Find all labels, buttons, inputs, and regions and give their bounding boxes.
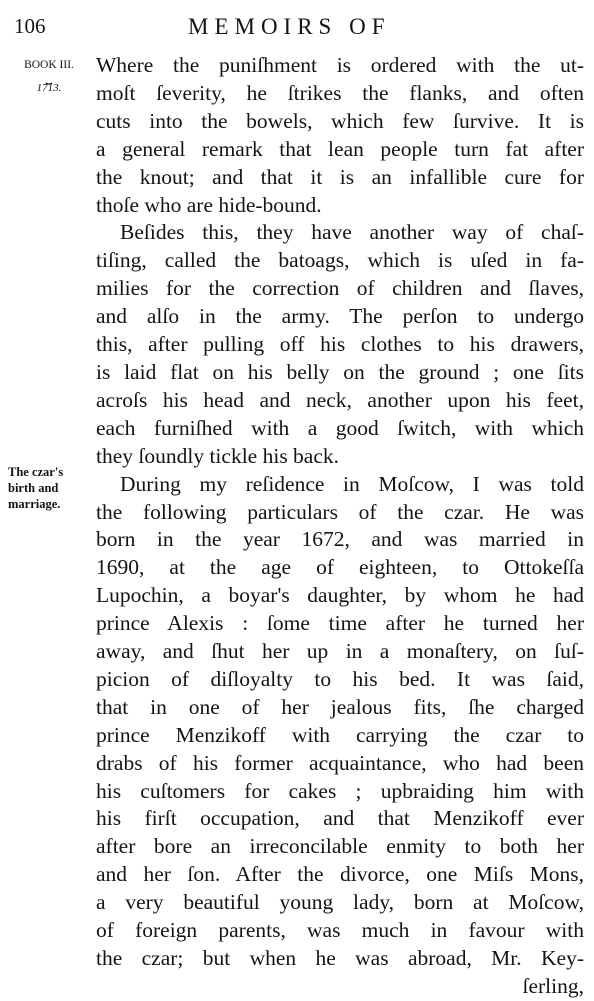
text-line: the knout; and that it is an infallible cure for	[96, 164, 584, 189]
text-line: away, and ſhut her up in a monaſtery, on ſuſ-	[96, 639, 584, 664]
text-line: prince Menzikoff with carrying the czar to	[96, 722, 584, 747]
text-line: they ſoundly tickle his back.	[96, 443, 340, 468]
text-line: of foreign parents, was much in favour with	[96, 918, 584, 943]
czar-note-line: marriage.	[8, 497, 61, 511]
text-line: is laid flat on his belly on the ground ; one ſits	[96, 359, 584, 384]
running-title: MEMOIRS OF	[188, 14, 391, 39]
text-line: acroſs his head and neck, another upon his feet,	[96, 387, 584, 412]
text-line: the czar; but when he was abroad, Mr. Key-	[96, 946, 584, 970]
czar-note-line: The czar's	[8, 465, 64, 479]
text-line: and alſo in the army. The perſon to undergo	[96, 304, 584, 329]
czar-margin-note	[8, 464, 94, 512]
text-line: the following particulars of the czar. He was	[96, 499, 584, 524]
text-line: 1690, at the age of eighteen, to Ottokeſſa	[96, 555, 584, 580]
text-line: During my reſidence in Moſcow, I was told	[120, 471, 584, 496]
text-line: born in the year 1672, and was married in	[96, 527, 584, 552]
text-line: cuts into the bowels, which few ſurvive. It is	[96, 108, 584, 133]
text-line: his firſt occupation, and that Menzikoff ever	[96, 806, 584, 831]
text-line: a very beautiful young lady, born at Moſcow,	[96, 890, 584, 915]
czar-note-line: birth and	[8, 481, 59, 495]
text-line: tiſing, called the batoags, which is uſed in fa-	[96, 248, 584, 273]
text-line: his cuſtomers for cakes ; upbraiding him with	[96, 778, 584, 803]
book-margin-note	[8, 58, 90, 96]
text-line: each furniſhed with a good ſwitch, with which	[96, 415, 584, 440]
text-line: after bore an irreconcilable enmity to both her	[96, 834, 584, 859]
page-header	[14, 14, 594, 44]
book-label: BOOK III.	[24, 59, 74, 71]
text-line: moſt ſeverity, he ſtrikes the flanks, and often	[96, 80, 584, 105]
text-line: Beſides this, they have another way of chaſ-	[120, 220, 584, 245]
text-line: this, after pulling off his clothes to his drawers,	[96, 332, 584, 357]
text-line: picion of diſloyalty to his bed. It was ſaid,	[96, 666, 584, 691]
text-line: and her ſon. After the divorce, one Miſs Mons,	[96, 862, 584, 887]
text-line: milies for the correction of children and ſlaves,	[96, 276, 584, 301]
text-line: a general remark that lean people turn fat after	[96, 136, 584, 161]
text-line: thoſe who are hide-bound.	[96, 192, 322, 217]
brace-ornament: ⏟	[45, 70, 53, 84]
catchword: ſerling,	[522, 973, 584, 998]
text-line: Lupochin, a boyar's daughter, by whom he had	[96, 583, 584, 608]
text-line: that in one of her jealous fits, ſhe charged	[96, 694, 584, 719]
body-text	[96, 52, 584, 1001]
page-number: 106	[14, 14, 46, 38]
year-label: 1713.	[36, 82, 62, 94]
text-line: prince Alexis : ſome time after he turned her	[96, 611, 584, 636]
text-line: drabs of his former acquaintance, who had been	[96, 750, 584, 775]
text-line: Where the puniſhment is ordered with the ut-	[96, 53, 584, 77]
